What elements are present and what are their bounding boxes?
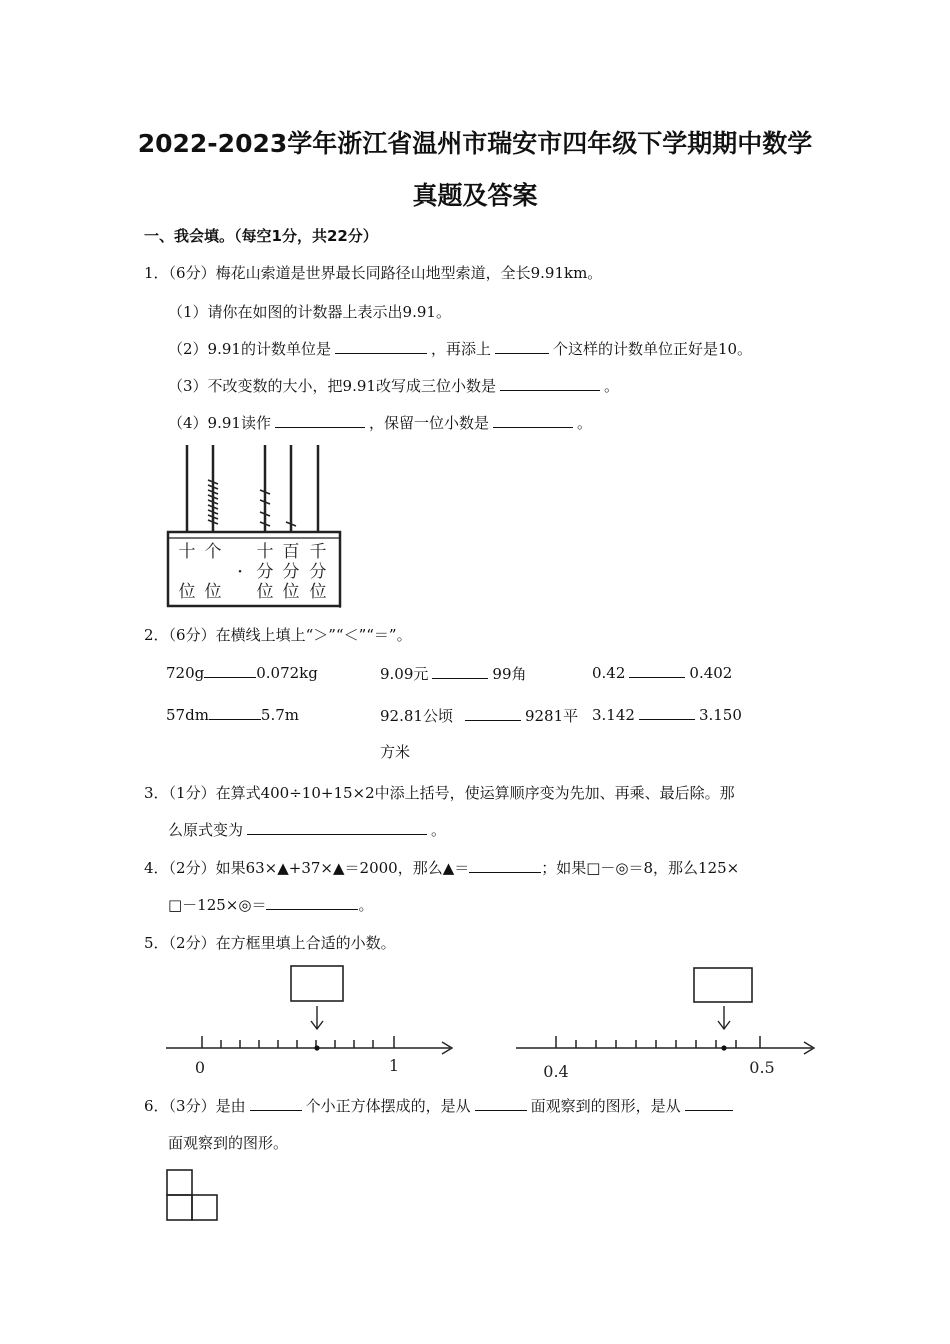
q6-line1 (144, 1095, 737, 1116)
q4-blank-1[interactable] (469, 858, 541, 873)
q1-part4-blank-1[interactable] (275, 413, 365, 428)
q1-part3-text-b: 。 (603, 377, 619, 395)
q1-part2-text-a: （2）9.91的计数单位是 (168, 340, 331, 358)
q4-line2-text: □－125×◎＝ (168, 896, 267, 914)
q2-item-5 (380, 705, 578, 726)
q2-item-4-right: 5.7m (260, 706, 300, 724)
abacus-label-tens-top: 十 (178, 542, 196, 562)
q1-part4 (168, 412, 592, 433)
q3-line2-end: 。 (431, 821, 447, 839)
number-line-1 (166, 966, 452, 1077)
q6-line1-text-c: 面观察到的图形，是从 (530, 1097, 681, 1115)
q2-item-6-left: 3.142 (592, 706, 635, 724)
q2-stem: 2．（6分）在横线上填上“＞”“＜”“＝”。 (144, 626, 412, 644)
abacus-label-hundredths-mid: 分 (282, 562, 300, 582)
q1-part1: （1）请你在如图的计数器上表示出9.91。 (168, 303, 451, 321)
abacus-decimal-point: · (236, 559, 244, 583)
q3-line1: 3．（1分）在算式400÷10+15×2中添上括号，使运算顺序变为先加、再乘、最后除。那 (144, 784, 735, 802)
number-line-2-answer-box (694, 968, 752, 1002)
q3-line2 (168, 819, 446, 840)
q6-blank-2[interactable] (475, 1096, 527, 1111)
q1-part3 (168, 375, 619, 396)
q1-part2-blank-1[interactable] (335, 339, 427, 354)
q2-item-5-unit-continued: 方米 (380, 743, 411, 761)
q2-item-5-right: 9281平 (524, 707, 579, 725)
q4-line1 (144, 857, 739, 878)
number-line-1-end-label: 1 (388, 1056, 400, 1075)
q2-item-3-blank[interactable] (629, 663, 685, 678)
number-line-1-start-label: 0 (194, 1058, 206, 1077)
abacus-label-ones-bottom: 位 (204, 582, 222, 602)
q1-part3-text-a: （3）不改变数的大小，把9.91改写成三位小数是 (168, 377, 496, 395)
abacus-label-thousandths-top: 千 (309, 542, 327, 562)
q1-part4-text-c: 。 (576, 414, 592, 432)
q3-blank[interactable] (247, 820, 427, 835)
q1-part4-text-a: （4）9.91读作 (168, 414, 271, 432)
q4-line1-text-a: 4．（2分）如果63×▲+37×▲＝2000，那么▲＝ (144, 859, 470, 877)
q4-blank-2[interactable] (266, 895, 358, 910)
abacus-figure (160, 440, 350, 612)
abacus-label-thousandths-mid: 分 (309, 562, 327, 582)
q4-line2-end: 。 (358, 896, 374, 914)
q5-stem: 5．（2分）在方框里填上合适的小数。 (144, 934, 396, 952)
number-line-2-start-label: 0.4 (543, 1062, 569, 1081)
q2-item-2 (380, 663, 527, 684)
q2-item-2-right: 99角 (492, 665, 527, 683)
q6-blank-1[interactable] (250, 1096, 302, 1111)
q2-item-4 (166, 705, 299, 724)
number-line-2-ticks (556, 1036, 760, 1048)
abacus-label-tenths-top: 十 (256, 542, 274, 562)
q2-item-1-left: 720g (166, 664, 205, 682)
q6-line1-text-a: 6．（3分）是由 (144, 1097, 246, 1115)
q6-cube-view-figure (162, 1166, 222, 1224)
section-heading: 一、我会填。（每空1分，共22分） (144, 227, 378, 245)
abacus-label-hundredths-top: 百 (282, 542, 300, 562)
number-line-2 (516, 968, 814, 1081)
q2-item-3-left: 0.42 (592, 664, 626, 682)
q2-item-3 (592, 663, 732, 682)
q2-item-2-left: 9.09元 (380, 665, 429, 683)
q4-line1-text-b: ；如果□－◎＝8，那么125× (541, 859, 740, 877)
number-line-1-answer-box (291, 966, 343, 1001)
q2-item-3-right: 0.402 (689, 664, 733, 682)
q5-number-lines (160, 960, 820, 1085)
q2-item-6-blank[interactable] (639, 705, 695, 720)
q2-item-4-blank[interactable] (209, 705, 261, 720)
q2-item-5-left: 92.81公顷 (380, 707, 453, 725)
document-title-line2: 真题及答案 (412, 181, 538, 210)
abacus-label-tenths-mid: 分 (256, 562, 274, 582)
abacus-label-tenths-bottom: 位 (256, 582, 274, 602)
q2-item-4-left: 57dm (166, 706, 209, 724)
q1-part4-blank-2[interactable] (493, 413, 573, 428)
q2-item-1-blank[interactable] (204, 663, 256, 678)
q1-part2 (168, 338, 752, 359)
q1-part2-blank-2[interactable] (495, 339, 549, 354)
q1-part3-blank[interactable] (500, 376, 600, 391)
q2-item-6 (592, 705, 742, 724)
q2-item-1 (166, 663, 318, 682)
abacus-label-hundredths-bottom: 位 (282, 582, 300, 602)
q6-blank-3[interactable] (685, 1096, 733, 1111)
number-line-1-ticks (202, 1036, 394, 1048)
number-line-2-end-label: 0.5 (749, 1058, 775, 1077)
q1-stem: 1．（6分）梅花山索道是世界最长同路径山地型索道，全长9.91km。 (144, 264, 603, 282)
q1-part4-text-b: ，保留一位小数是 (368, 414, 489, 432)
q1-part2-text-c: 个这样的计数单位正好是10。 (552, 340, 753, 358)
abacus-label-ones-top: 个 (204, 542, 222, 562)
q2-item-6-right: 3.150 (698, 706, 742, 724)
q2-item-1-right: 0.072kg (256, 664, 318, 682)
abacus-label-thousandths-bottom: 位 (309, 582, 327, 602)
q6-line1-text-b: 个小正方体摆成的，是从 (305, 1097, 471, 1115)
q6-line2: 面观察到的图形。 (168, 1134, 289, 1152)
abacus-beads-ones (208, 480, 218, 524)
q1-part2-text-b: ，再添上 (430, 340, 491, 358)
q3-line2-text: 么原式变为 (168, 821, 244, 839)
document-title-line1: 2022-2023学年浙江省温州市瑞安市四年级下学期期中数学 (137, 129, 813, 158)
abacus-label-tens-bottom: 位 (178, 582, 196, 602)
q2-item-2-blank[interactable] (432, 664, 488, 679)
q2-item-5-blank[interactable] (465, 706, 521, 721)
q4-line2 (168, 894, 373, 915)
